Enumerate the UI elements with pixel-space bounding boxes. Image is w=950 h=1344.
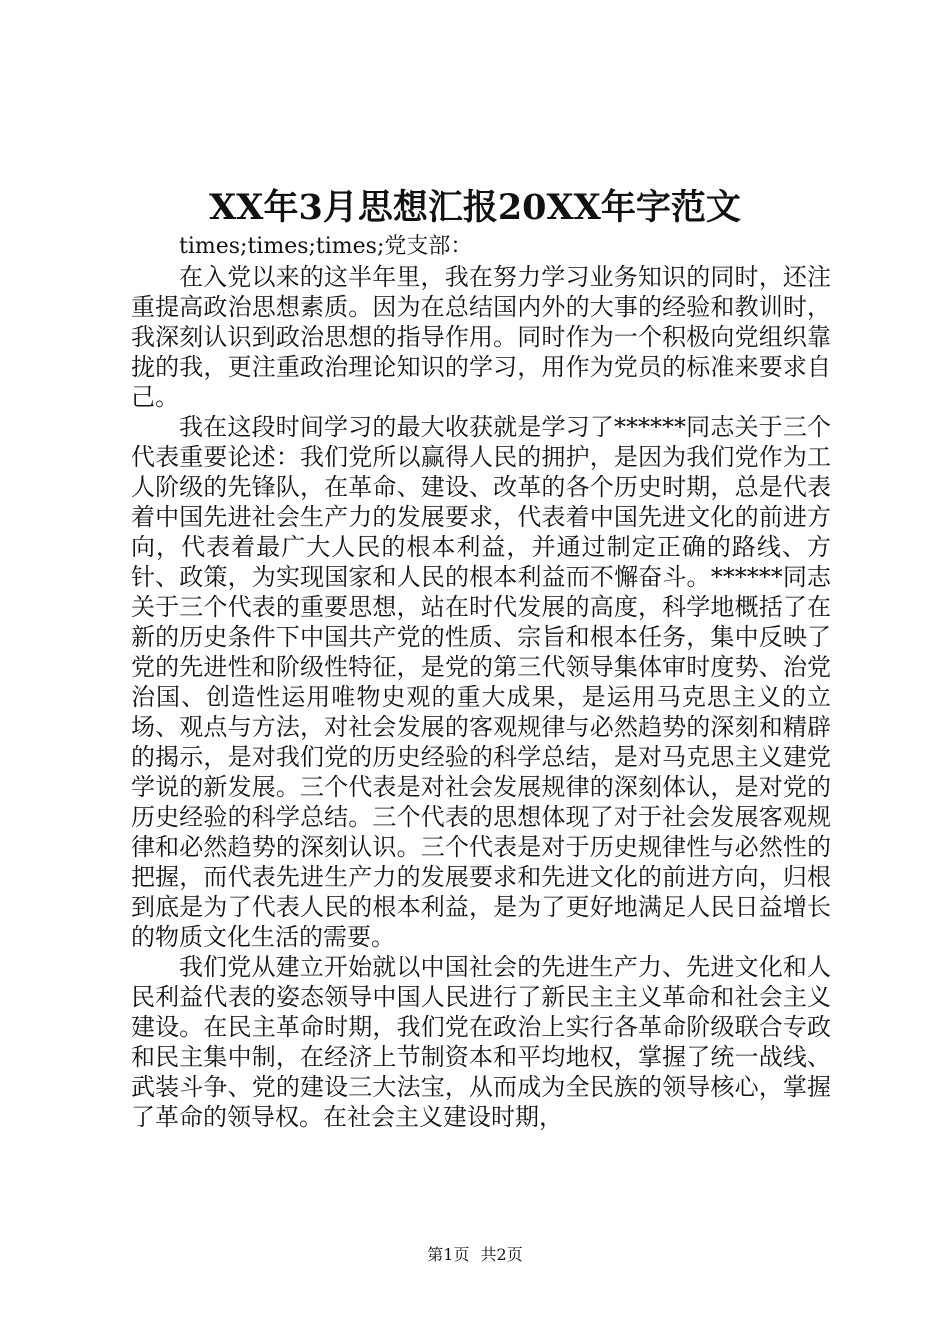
- document-title: XX年3月思想汇报20XX年字范文: [209, 187, 741, 228]
- page-footer: [0, 1245, 950, 1265]
- paragraph-1: 在入党以来的这半年里，我在努力学习业务知识的同时，还注重提高政治思想素质。因为在总结国内外的大事的经验和教训时，我深刻认识到政治思想的指导作用。同时作为一个积极向党组织靠拢的我，更注重政治理论知识的学习，用作为党员的标准来要求自己。: [131, 263, 831, 411]
- page-number: 第1页: [427, 1245, 470, 1264]
- salutation: times;times;times;党支部：: [179, 234, 473, 259]
- paragraph-2: 我在这段时间学习的最大收获就是学习了******同志关于三个代表重要论述：我们党所以赢得人民的拥护，是因为我们党作为工人阶级的先锋队，在革命、建设、改革的各个历史时期，总是代表着中国先进社会生产力的发展要求，代表着中国先进文化的前进方向，代表着最广大人民的根本利益，并通过制定正确的路线、方针、政策，为实现国家和人民的根本利益而不懈奋斗。******同志关于三个代表的重要思想，站在时代发展的高度，科学地概括了在新的历史条件下中国共产党的性质、宗旨和根本任务，集中反映了党的先进性和阶级性特征，是党的第三代领导集体审时度势、治党治国、创造性运用唯物史观的重大成果，是运用马克思主义的立场、观点与方法，对社会发展的客观规律与必然趋势的深刻和精辟的揭示，是对我们党的历史经验的科学总结，是对马克思主义建党学说的新发展。三个代表是对社会发展规律的深刻体认，是对党的历史经验的科学总结。三个代表的思想体现了对于社会发展客观规律和必然趋势的深刻认识。三个代表是对于历史规律性与必然性的把握，而代表先进生产力的发展要求和先进文化的前进方向，归根到底是为了代表人民的根本利益，是为了更好地满足人民日益增长的物质文化生活的需要。: [131, 413, 831, 951]
- paragraph-3: 我们党从建立开始就以中国社会的先进生产力、先进文化和人民利益代表的姿态领导中国人民进行了新民主主义革命和社会主义建设。在民主革命时期，我们党在政治上实行各革命阶级联合专政和民主集中制，在经济上节制资本和平均地权，掌握了统一战线、武装斗争、党的建设三大法宝，从而成为全民族的领导核心，掌握了革命的领导权。在社会主义建设时期，: [131, 953, 831, 1131]
- document-body: [131, 232, 831, 1132]
- page-total: 共2页: [480, 1245, 523, 1264]
